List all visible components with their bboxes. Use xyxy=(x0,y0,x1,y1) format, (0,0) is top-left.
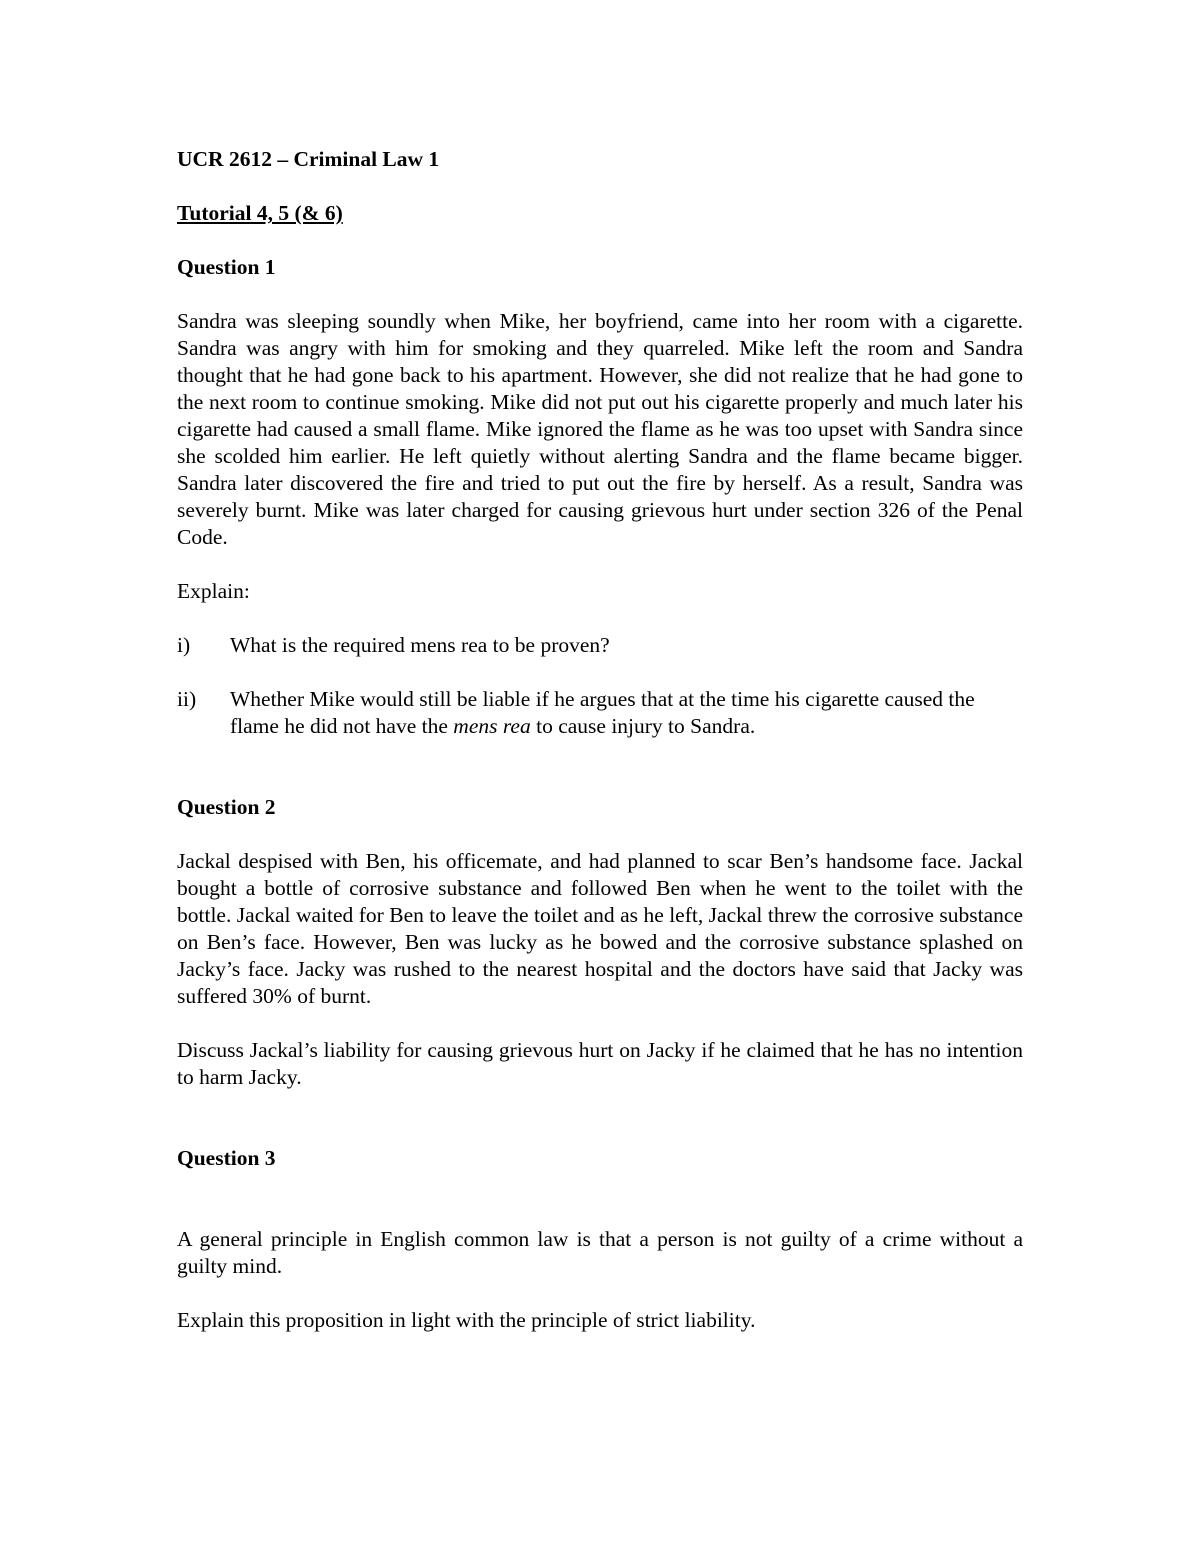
question-1-item-ii xyxy=(177,686,1023,740)
question-2-body: Jackal despised with Ben, his officemate, and had planned to scar Ben’s handsome face. Jackal bought a bottle of corrosive substance and followed Ben when he went to the toilet with the bottle. Jackal waited for Ben to leave the toilet and as he left, Jackal threw the corrosive substance on Ben’s face. However, Ben was lucky as he bowed and the corrosive substance splashed on Jacky’s face. Jacky was rushed to the nearest hospital and the doctors have said that Jacky was suffered 30% of burnt. xyxy=(177,849,1023,1008)
item-text-italic: mens rea xyxy=(453,714,531,738)
question-1-explain-label: Explain: xyxy=(177,579,250,603)
item-number: i) xyxy=(177,633,191,657)
question-3-heading: Question 3 xyxy=(177,1146,276,1170)
question-2-heading: Question 2 xyxy=(177,795,276,819)
tutorial-heading: Tutorial 4, 5 (& 6) xyxy=(177,201,343,225)
question-2-prompt: Discuss Jackal’s liability for causing grievous hurt on Jacky if he claimed that he has no intention to harm Jacky. xyxy=(177,1038,1023,1089)
question-1-heading: Question 1 xyxy=(177,255,276,279)
item-text xyxy=(230,686,1023,740)
question-1-item-i xyxy=(177,632,1023,659)
item-text: What is the required mens rea to be proven? xyxy=(230,633,610,657)
question-3-body: A general principle in English common law is that a person is not guilty of a crime without a guilty mind. xyxy=(177,1227,1023,1278)
item-text-after: to cause injury to Sandra. xyxy=(530,714,756,738)
item-text-before: Whether Mike would still be liable if he argues that at the time his cigarette caused the flame he did not have the xyxy=(230,687,975,738)
course-title: UCR 2612 – Criminal Law 1 xyxy=(177,147,440,171)
item-number: ii) xyxy=(177,687,197,711)
question-3-prompt: Explain this proposition in light with the principle of strict liability. xyxy=(177,1308,756,1332)
question-1-body: Sandra was sleeping soundly when Mike, her boyfriend, came into her room with a cigarette. Sandra was angry with him for smoking and they quarreled. Mike left the room and Sandra thought that he had gone back to his apartment. However, she did not realize that he had gone to the next room to continue smoking. Mike did not put out his cigarette properly and much later his cigarette had caused a small flame. Mike ignored the flame as he was too upset with Sandra since she scolded him earlier. He left quietly without alerting Sandra and the flame became bigger. Sandra later discovered the fire and tried to put out the fire by herself. As a result, Sandra was severely burnt. Mike was later charged for causing grievous hurt under section 326 of the Penal Code. xyxy=(177,309,1023,549)
